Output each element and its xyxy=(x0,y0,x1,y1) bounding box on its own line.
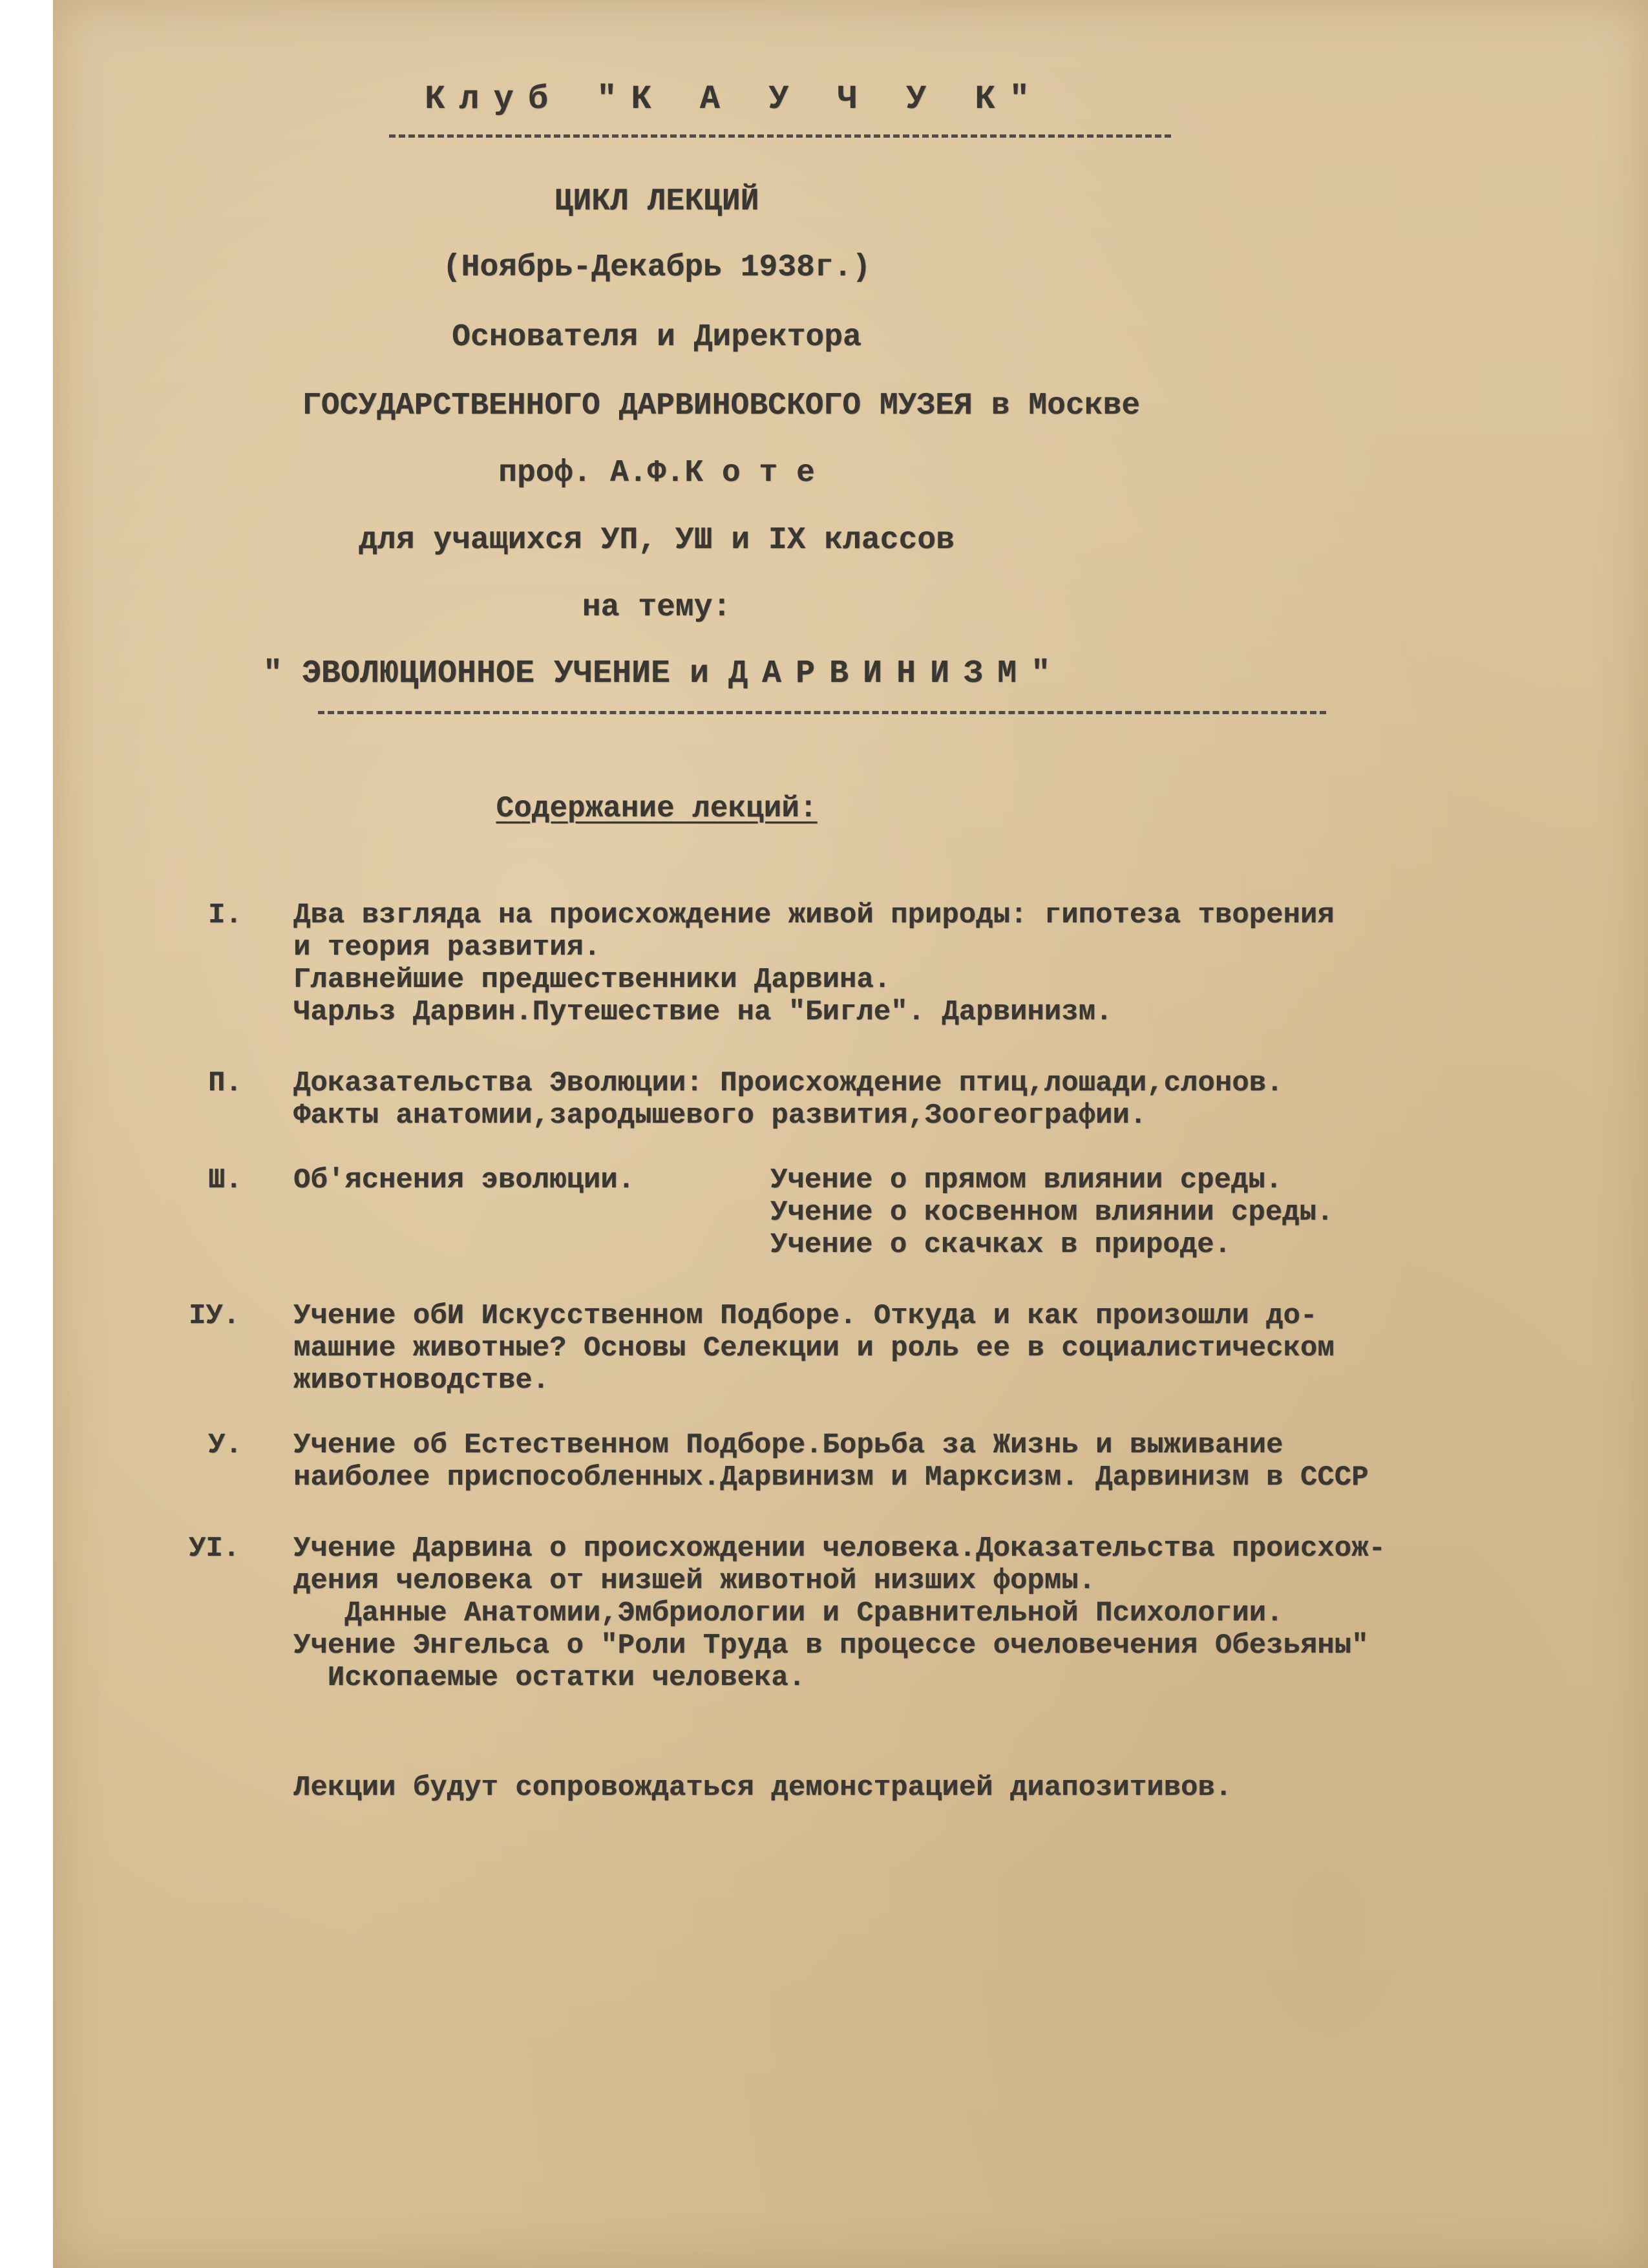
item-line: Учение Дарвина о происхождении человека.Доказательства происхож- xyxy=(293,1532,1386,1565)
item-line: Учение о косвенном влиянии среды. xyxy=(770,1196,1334,1229)
item-line: Факты анатомии,зародышевого развития,Зоогеографии. xyxy=(293,1099,1147,1132)
on-topic-label: на тему: xyxy=(582,590,732,625)
item-numeral: У. xyxy=(208,1429,242,1461)
item-line: Учение об Естественном Подборе.Борьба за Жизнь и выживание xyxy=(293,1429,1284,1461)
item-line: животноводстве. xyxy=(293,1364,550,1397)
item-lead: Об'яснения эволюции. xyxy=(293,1164,635,1196)
lecture-topic xyxy=(53,655,1454,692)
item-line: Чарльз Дарвин.Путешествие на "Бигле". Дарвинизм. xyxy=(293,996,1113,1028)
contents-title: Содержание лекций: xyxy=(496,792,818,825)
topic-part-1: " ЭВОЛЮЦИОННОЕ УЧЕНИЕ и xyxy=(262,655,729,692)
item-line: Два взгляда на происхождение живой природы: гипотеза творения xyxy=(293,899,1335,931)
item-line: машние животные? Основы Селекции и роль ее в социалистическом xyxy=(293,1332,1335,1364)
item-line: Главнейшие предшественники Дарвина. xyxy=(293,964,891,996)
item-line: Ископаемые остатки человека. xyxy=(293,1662,806,1694)
item-line: Учение о прямом влиянии среды. xyxy=(770,1164,1283,1196)
item-numeral: IУ. xyxy=(189,1300,240,1332)
item-numeral: I. xyxy=(208,899,242,931)
item-line: дения человека от низшей животной низших формы. xyxy=(293,1565,1096,1597)
topic-part-2: ДАРВИНИЗМ xyxy=(728,655,1031,692)
topic-rule xyxy=(318,711,1326,714)
item-numeral: УI. xyxy=(189,1532,240,1565)
museum-line: ГОСУДАРСТВЕННОГО ДАРВИНОВСКОГО МУЗЕЯ в Москве xyxy=(302,388,1141,423)
item-numeral: Ш. xyxy=(208,1164,242,1196)
topic-part-3: " xyxy=(1031,655,1051,692)
item-line: Доказательства Эволюции: Происхождение птиц,лошади,слонов. xyxy=(293,1067,1284,1099)
item-line: Учение Энгельса о "Роли Труда в процессе очеловечения Обезьяны" xyxy=(293,1629,1369,1662)
audience-line: для учащихся УП, УШ и IX классов xyxy=(359,523,955,558)
item-numeral: П. xyxy=(208,1067,242,1099)
professor-name: проф. А.Ф.К о т е xyxy=(498,456,815,491)
founder-line: Основателя и Директора xyxy=(452,320,861,355)
club-title-rule xyxy=(389,134,1171,138)
item-line: наиболее приспособленных.Дарвинизм и Марксизм. Дарвинизм в СССР xyxy=(293,1461,1369,1494)
document-page xyxy=(53,0,1648,2268)
lecture-dates: (Ноябрь-Декабрь 1938г.) xyxy=(442,250,871,285)
item-line: Учение о скачках в природе. xyxy=(770,1229,1231,1261)
club-title: Клуб "К А У Ч У К" xyxy=(425,80,1044,118)
cycle-title: ЦИКЛ ЛЕКЦИЙ xyxy=(554,184,759,219)
item-line: Данные Анатомии,Эмбриологии и Сравнительной Психологии. xyxy=(293,1597,1284,1629)
slides-note: Лекции будут сопровождаться демонстрацией диапозитивов. xyxy=(293,1772,1232,1804)
item-line: Учение обИ Искусственном Подборе. Откуда и как произошли до- xyxy=(293,1300,1318,1332)
item-line: и теория развития. xyxy=(293,931,601,964)
